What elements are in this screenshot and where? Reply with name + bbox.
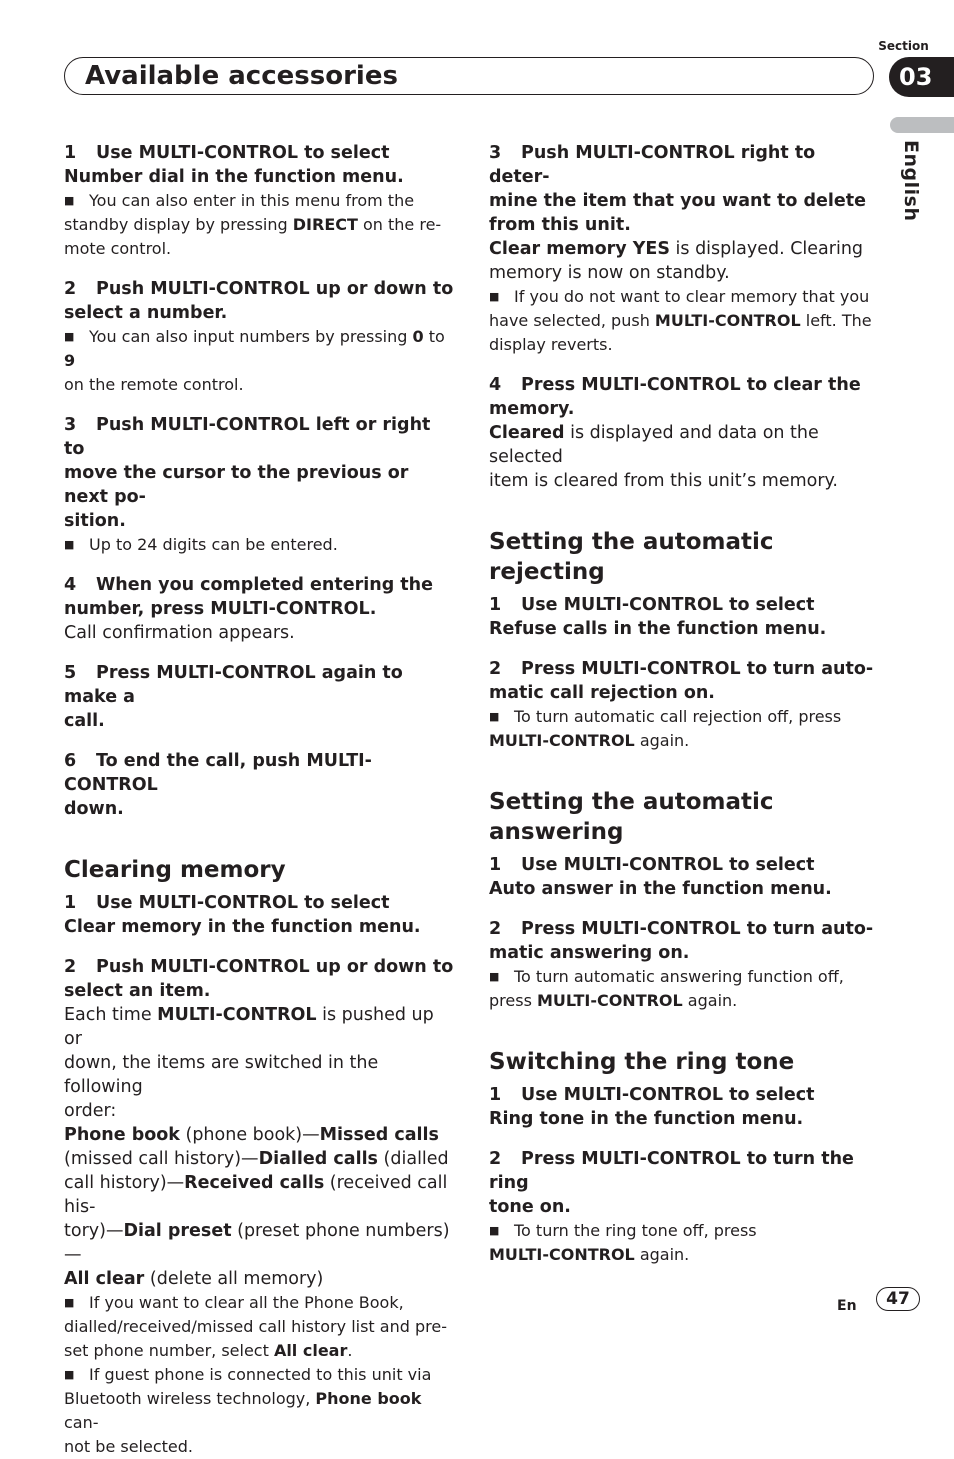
note-bullet: ■ To turn automatic call rejection off, press MULTI-CONTROL again.	[489, 707, 842, 750]
note-bullet: ■ You can also input numbers by pressing 0 to 9 on the remote control.	[64, 327, 445, 394]
note-bullet: ■ If you do not want to clear memory that you have selected, push MULTI-CONTROL left. The display reverts.	[489, 287, 872, 354]
step-description: Each time MULTI-CONTROL is pushed up or down, the items are switched in the following order: Phone book (phone book)—Missed calls (missed call history)—Dialled calls (dialled call history)—Received calls (received call his- tory)—Dial preset (preset phone numbers)— All clear (delete all memory)	[64, 1005, 450, 1289]
note-bullet: ■ If guest phone is connected to this unit via Bluetooth wireless technology, Phone book can- not be selected.	[64, 1365, 432, 1456]
bullet-icon: ■	[64, 194, 75, 207]
bullet-icon: ■	[489, 1224, 500, 1237]
bullet-icon: ■	[489, 290, 500, 303]
left-column	[64, 141, 454, 1459]
bullet-icon: ■	[64, 330, 75, 343]
page-number: 47	[876, 1287, 920, 1311]
step-answering-on: 2 Press MULTI-CONTROL to turn auto- matic answering on.	[489, 919, 874, 963]
step-press-multi-control: 4 When you completed entering the number, press MULTI-CONTROL.	[64, 575, 434, 619]
step-make-call: 5 Press MULTI-CONTROL again to make a call.	[64, 663, 403, 731]
right-column	[489, 141, 879, 1267]
section-number-badge: 03	[889, 57, 954, 97]
step-select-item: 2 Push MULTI-CONTROL up or down to select an item.	[64, 957, 454, 1001]
step-rejection-on: 2 Press MULTI-CONTROL to turn auto- matic call rejection on.	[489, 659, 874, 703]
step-determine-item: 3 Push MULTI-CONTROL right to deter- mine the item that you want to delete from this unit.	[489, 143, 866, 235]
language-label: English	[900, 140, 922, 222]
step-auto-answer-select: 1 Use MULTI-CONTROL to select Auto answer in the function menu.	[489, 855, 832, 899]
step-clear-memory-select: 1 Use MULTI-CONTROL to select Clear memory in the function menu.	[64, 893, 421, 937]
section-title-clearing-memory: Clearing memory	[64, 857, 286, 883]
note-bullet: ■ If you want to clear all the Phone Book, dialled/received/missed call history list and pre- set phone number, select All clear.	[64, 1293, 447, 1360]
bullet-icon: ■	[64, 538, 75, 551]
step-ring-tone-select: 1 Use MULTI-CONTROL to select Ring tone in the function menu.	[489, 1085, 815, 1129]
bullet-icon: ■	[64, 1296, 75, 1309]
section-title-automatic-answering: Setting the automatic answering	[489, 789, 774, 845]
note-bullet: ■ Up to 24 digits can be entered.	[64, 533, 454, 557]
language-tab	[890, 117, 954, 133]
note-bullet: ■ To turn automatic answering function off, press MULTI-CONTROL again.	[489, 967, 844, 1010]
footer-language-code: En	[837, 1298, 857, 1314]
page-title: Available accessories	[85, 61, 398, 91]
step-move-cursor: 3 Push MULTI-CONTROL left or right to move the cursor to the previous or next po- sition.	[64, 415, 431, 531]
header-box	[64, 57, 874, 95]
step-refuse-calls-select: 1 Use MULTI-CONTROL to select Refuse calls in the function menu.	[489, 595, 827, 639]
step-ring-tone-on: 2 Press MULTI-CONTROL to turn the ring tone on.	[489, 1149, 854, 1217]
bullet-icon: ■	[489, 710, 500, 723]
step-select-number: 2 Push MULTI-CONTROL up or down to select a number.	[64, 279, 454, 323]
note-bullet: ■ To turn the ring tone off, press MULTI-CONTROL again.	[489, 1221, 757, 1264]
bullet-icon: ■	[489, 970, 500, 983]
step-description: Cleared is displayed and data on the selected item is cleared from this unit’s memory.	[489, 423, 838, 491]
section-title-ring-tone: Switching the ring tone	[489, 1049, 795, 1075]
step-end-call: 6 To end the call, push MULTI-CONTROL down.	[64, 751, 372, 819]
bullet-icon: ■	[64, 1368, 75, 1381]
step-description: Clear memory YES is displayed. Clearing memory is now on standby.	[489, 239, 864, 283]
step-number-dial: 1 Use MULTI-CONTROL to select Number dial in the function menu.	[64, 143, 404, 187]
note-bullet: ■ You can also enter in this menu from the standby display by pressing DIRECT on the re- mote control.	[64, 191, 442, 258]
section-label: Section	[878, 39, 929, 53]
section-title-automatic-rejecting: Setting the automatic rejecting	[489, 529, 774, 585]
step-clear-memory: 4 Press MULTI-CONTROL to clear the memory.	[489, 375, 861, 419]
step-description: Call confirmation appears.	[64, 623, 295, 643]
